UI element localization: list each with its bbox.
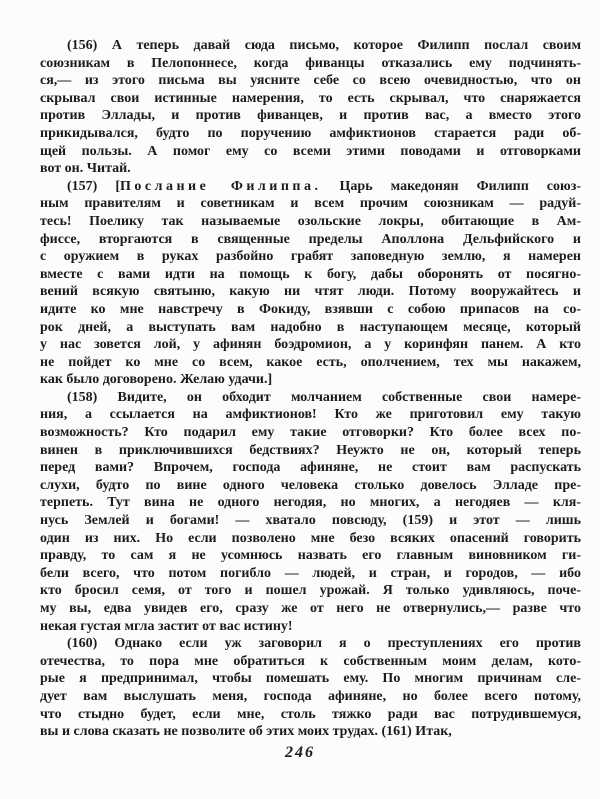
text-line: дует вам выслушать меня, господа афиняне, но более всего потому,	[40, 688, 581, 704]
text-line: винен в приключившихся бедствиях? Неужто не он, который теперь	[40, 442, 581, 458]
text-line: отечества, то пора мне обратиться к собственным моим делам, кото-	[40, 653, 581, 669]
text-line: кто бросил семя, от того и пошел урожай. Я только удивляюсь, поче-	[40, 583, 581, 599]
text-line: бели всего, что потом погибло — людей, и стран, и городов, — ибо	[40, 565, 581, 581]
text-line: правду, то сам я не усомнюсь назвать его главным виновником ги-	[40, 548, 581, 564]
text-line: фиссе, вторгаются в священные пределы Аполлона Дельфийского и	[40, 231, 581, 247]
text-line: (158) Видите, он обходит молчанием собственные свои намере-	[67, 389, 581, 405]
text-line: вы и слова сказать не позволите об этих моих трудах. (161) Итак,	[40, 724, 452, 740]
text-segment: (157) [	[67, 178, 121, 194]
text-line: против Эллады, и против фиванцев, и против вас, а вместо этого	[40, 108, 581, 124]
text-line: ным правителям и советникам и всем прочим союзникам — радуй-	[40, 196, 581, 212]
text-line: некая густая мгла застит от вас истину!	[40, 618, 293, 634]
text-line: скрывал свои истинные намерения, то есть скрывал, что снаряжается	[40, 90, 581, 106]
text-line: вместе с вами идти на помощь к богу, дабы оборонять от посягно-	[40, 266, 581, 282]
text-line: му вы, едва увидев его, сразу же от него не отвернулись,— разве что	[40, 601, 581, 616]
text-line: с оружием в руках разбойно грабят заповедную землю, я намерен	[40, 249, 581, 265]
text-line: ся,— из этого письма вы уясните себе со всею очевидностью, что он	[40, 73, 581, 89]
page-number: 246	[285, 744, 315, 761]
text-line: прикидывался, будто по поручению амфиктионов старается ради об-	[40, 125, 581, 141]
text-line: союзникам в Пелопоннесе, когда фиванцы отказались ему подчинять-	[40, 55, 581, 71]
text-line: перед вами? Впрочем, господа афиняне, не стоит вам распускать	[40, 460, 581, 476]
text-line: терпеть. Тут вина не одного негодяя, но многих, а негодяев — кля-	[40, 495, 581, 511]
text-line: рок дней, а выступать вам надобно в наступающем месяце, который	[40, 319, 581, 335]
text-line: идите ко мне навстречу в Фокиду, взявши с собою припасов на со-	[40, 301, 581, 317]
text-line: как было договорено. Желаю удачи.]	[40, 372, 273, 388]
text-line: не пойдет ко мне со всем, какое есть, ополчением, тех мы накажем,	[40, 354, 581, 370]
text-line: ния, а ссылается на амфиктионов! Кто же приготовил ему такую	[40, 407, 581, 423]
text-line: (160) Однако если уж заговорил я о преступлениях его против	[67, 636, 581, 652]
page-text	[40, 37, 581, 741]
text-line	[40, 178, 581, 196]
text-line: нусь Землей и богами! — хватало повсюду, (159) и этот — лишь	[40, 513, 581, 529]
text-line: тесь! Поелику так называемые озольские локры, обитающие в Ам-	[40, 213, 581, 229]
text-line: вот он. Читай.	[40, 161, 131, 177]
letterspaced-heading: Послание Филиппа.	[120, 178, 322, 194]
text-line: возможность? Кто подарил ему такие отговорки? Кто более всех по-	[40, 425, 581, 441]
text-line: у нас зовется лой, у афинян боэдромион, а у коринфян панем. А кто	[40, 337, 581, 353]
text-line: рые я предпринимал, чтобы помешать ему. По многим причинам сле-	[40, 671, 581, 687]
text-line: один из них. Но если позволено мне безо всяких опасений говорить	[40, 530, 581, 546]
text-segment: Царь македонян Филипп союз-	[321, 178, 581, 194]
text-line: щей пользы. А помог ему со всеми этими поводами и отговорками	[40, 143, 581, 159]
text-line: что стыдно будет, если мне, столь тяжко ради вас потрудившемуся,	[40, 706, 581, 722]
text-line: слухи, будто по вине одного человека столько довелось Элладе пре-	[40, 477, 581, 493]
text-line: (156) А теперь давай сюда письмо, которое Филипп послал своим	[67, 38, 581, 53]
text-line: вений всякую святыню, какую ни чтят люди. Потому вооружайтесь и	[40, 284, 581, 300]
